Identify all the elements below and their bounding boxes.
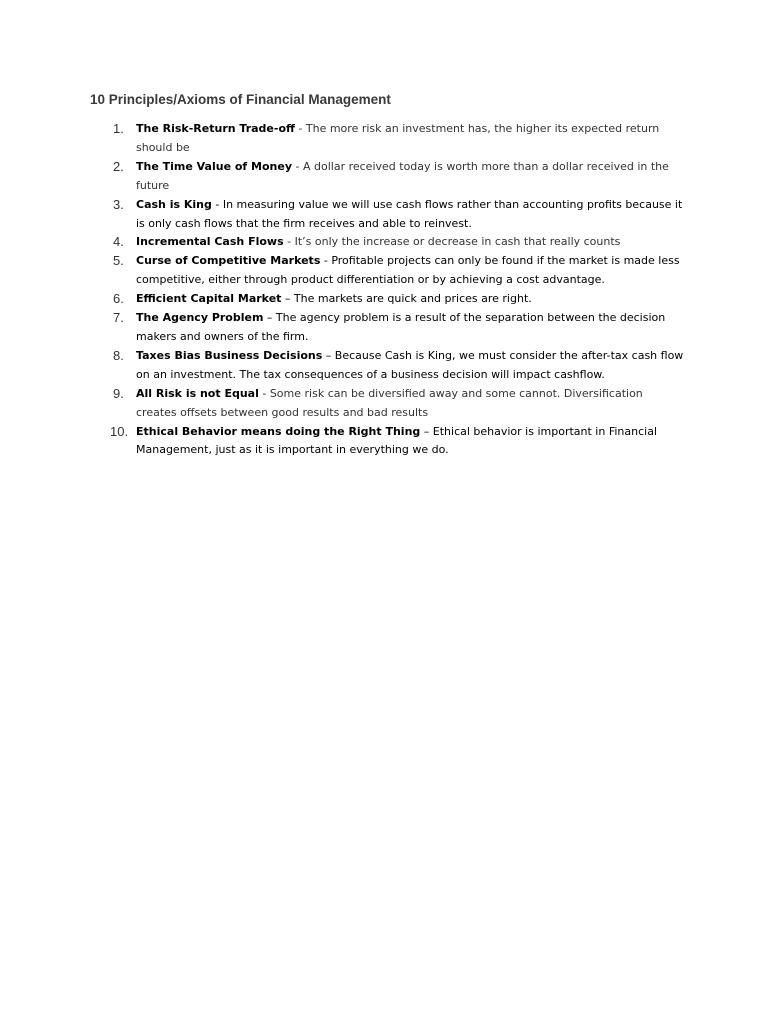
list-number: 9. — [113, 385, 124, 401]
list-item — [0, 252, 684, 290]
list-number: 5. — [113, 253, 124, 269]
list-number: 7. — [113, 310, 124, 326]
principle-description: – The agency problem is a result of the separation between the decision makers and owners of the firm. — [136, 311, 666, 343]
principle-term: Taxes Bias Business Decisions — [136, 348, 323, 362]
list-number: 10. — [110, 423, 129, 439]
document-title: 10 Principles/Axioms of Financial Management — [90, 92, 391, 107]
principle-term: The Risk-Return Trade-off — [136, 122, 295, 135]
list-item — [0, 120, 684, 158]
principle-description: - It’s only the increase or decrease in cash that really counts — [283, 235, 621, 249]
list-number: 3. — [113, 196, 124, 212]
list-item — [0, 309, 684, 347]
list-item — [0, 196, 684, 234]
list-number: 2. — [113, 158, 124, 174]
list-number: 8. — [113, 347, 124, 363]
principle-description: - Some risk can be diversified away and some cannot. Diversification creates offsets between good results and bad results — [136, 386, 643, 419]
list-item — [0, 423, 684, 461]
list-number: 1. — [113, 121, 124, 136]
principle-description: - A dollar received today is worth more than a dollar received in the future — [136, 159, 669, 192]
principle-term: Cash is King — [136, 197, 212, 211]
list-item — [0, 347, 684, 385]
list-item — [0, 290, 684, 309]
list-item — [0, 158, 684, 196]
principle-description: – Ethical behavior is important in Financial Management, just as it is important in everything we do. — [136, 424, 658, 457]
principle-term: Curse of Competitive Markets — [136, 254, 321, 268]
list-number: 4. — [113, 234, 124, 250]
principles-list — [0, 120, 768, 460]
principle-description: - The more risk an investment has, the higher its expected return should be — [136, 122, 660, 154]
principle-term: All Risk is not Equal — [136, 386, 259, 400]
list-item — [0, 233, 684, 252]
principle-term: Ethical Behavior means doing the Right Thing — [136, 424, 421, 438]
principle-description: - In measuring value we will use cash flows rather than accounting profits because it is only cash flows that the firm receives and able to reinvest. — [136, 197, 683, 230]
principle-term: The Time Value of Money — [136, 159, 293, 173]
principle-description: – The markets are quick and prices are right. — [281, 292, 532, 306]
list-item — [0, 385, 684, 423]
principle-term: Incremental Cash Flows — [136, 235, 284, 249]
principle-term: Efficient Capital Market — [136, 292, 282, 306]
principle-description: - Profitable projects can only be found if the market is made less competitive, either through product differentiation or by achieving a cost advantage. — [136, 254, 680, 287]
principle-description: – Because Cash is King, we must consider the after-tax cash flow on an investment. The tax consequences of a business decision will impact cashflow. — [136, 348, 684, 381]
principle-term: The Agency Problem — [136, 311, 264, 325]
list-number: 6. — [113, 291, 124, 307]
